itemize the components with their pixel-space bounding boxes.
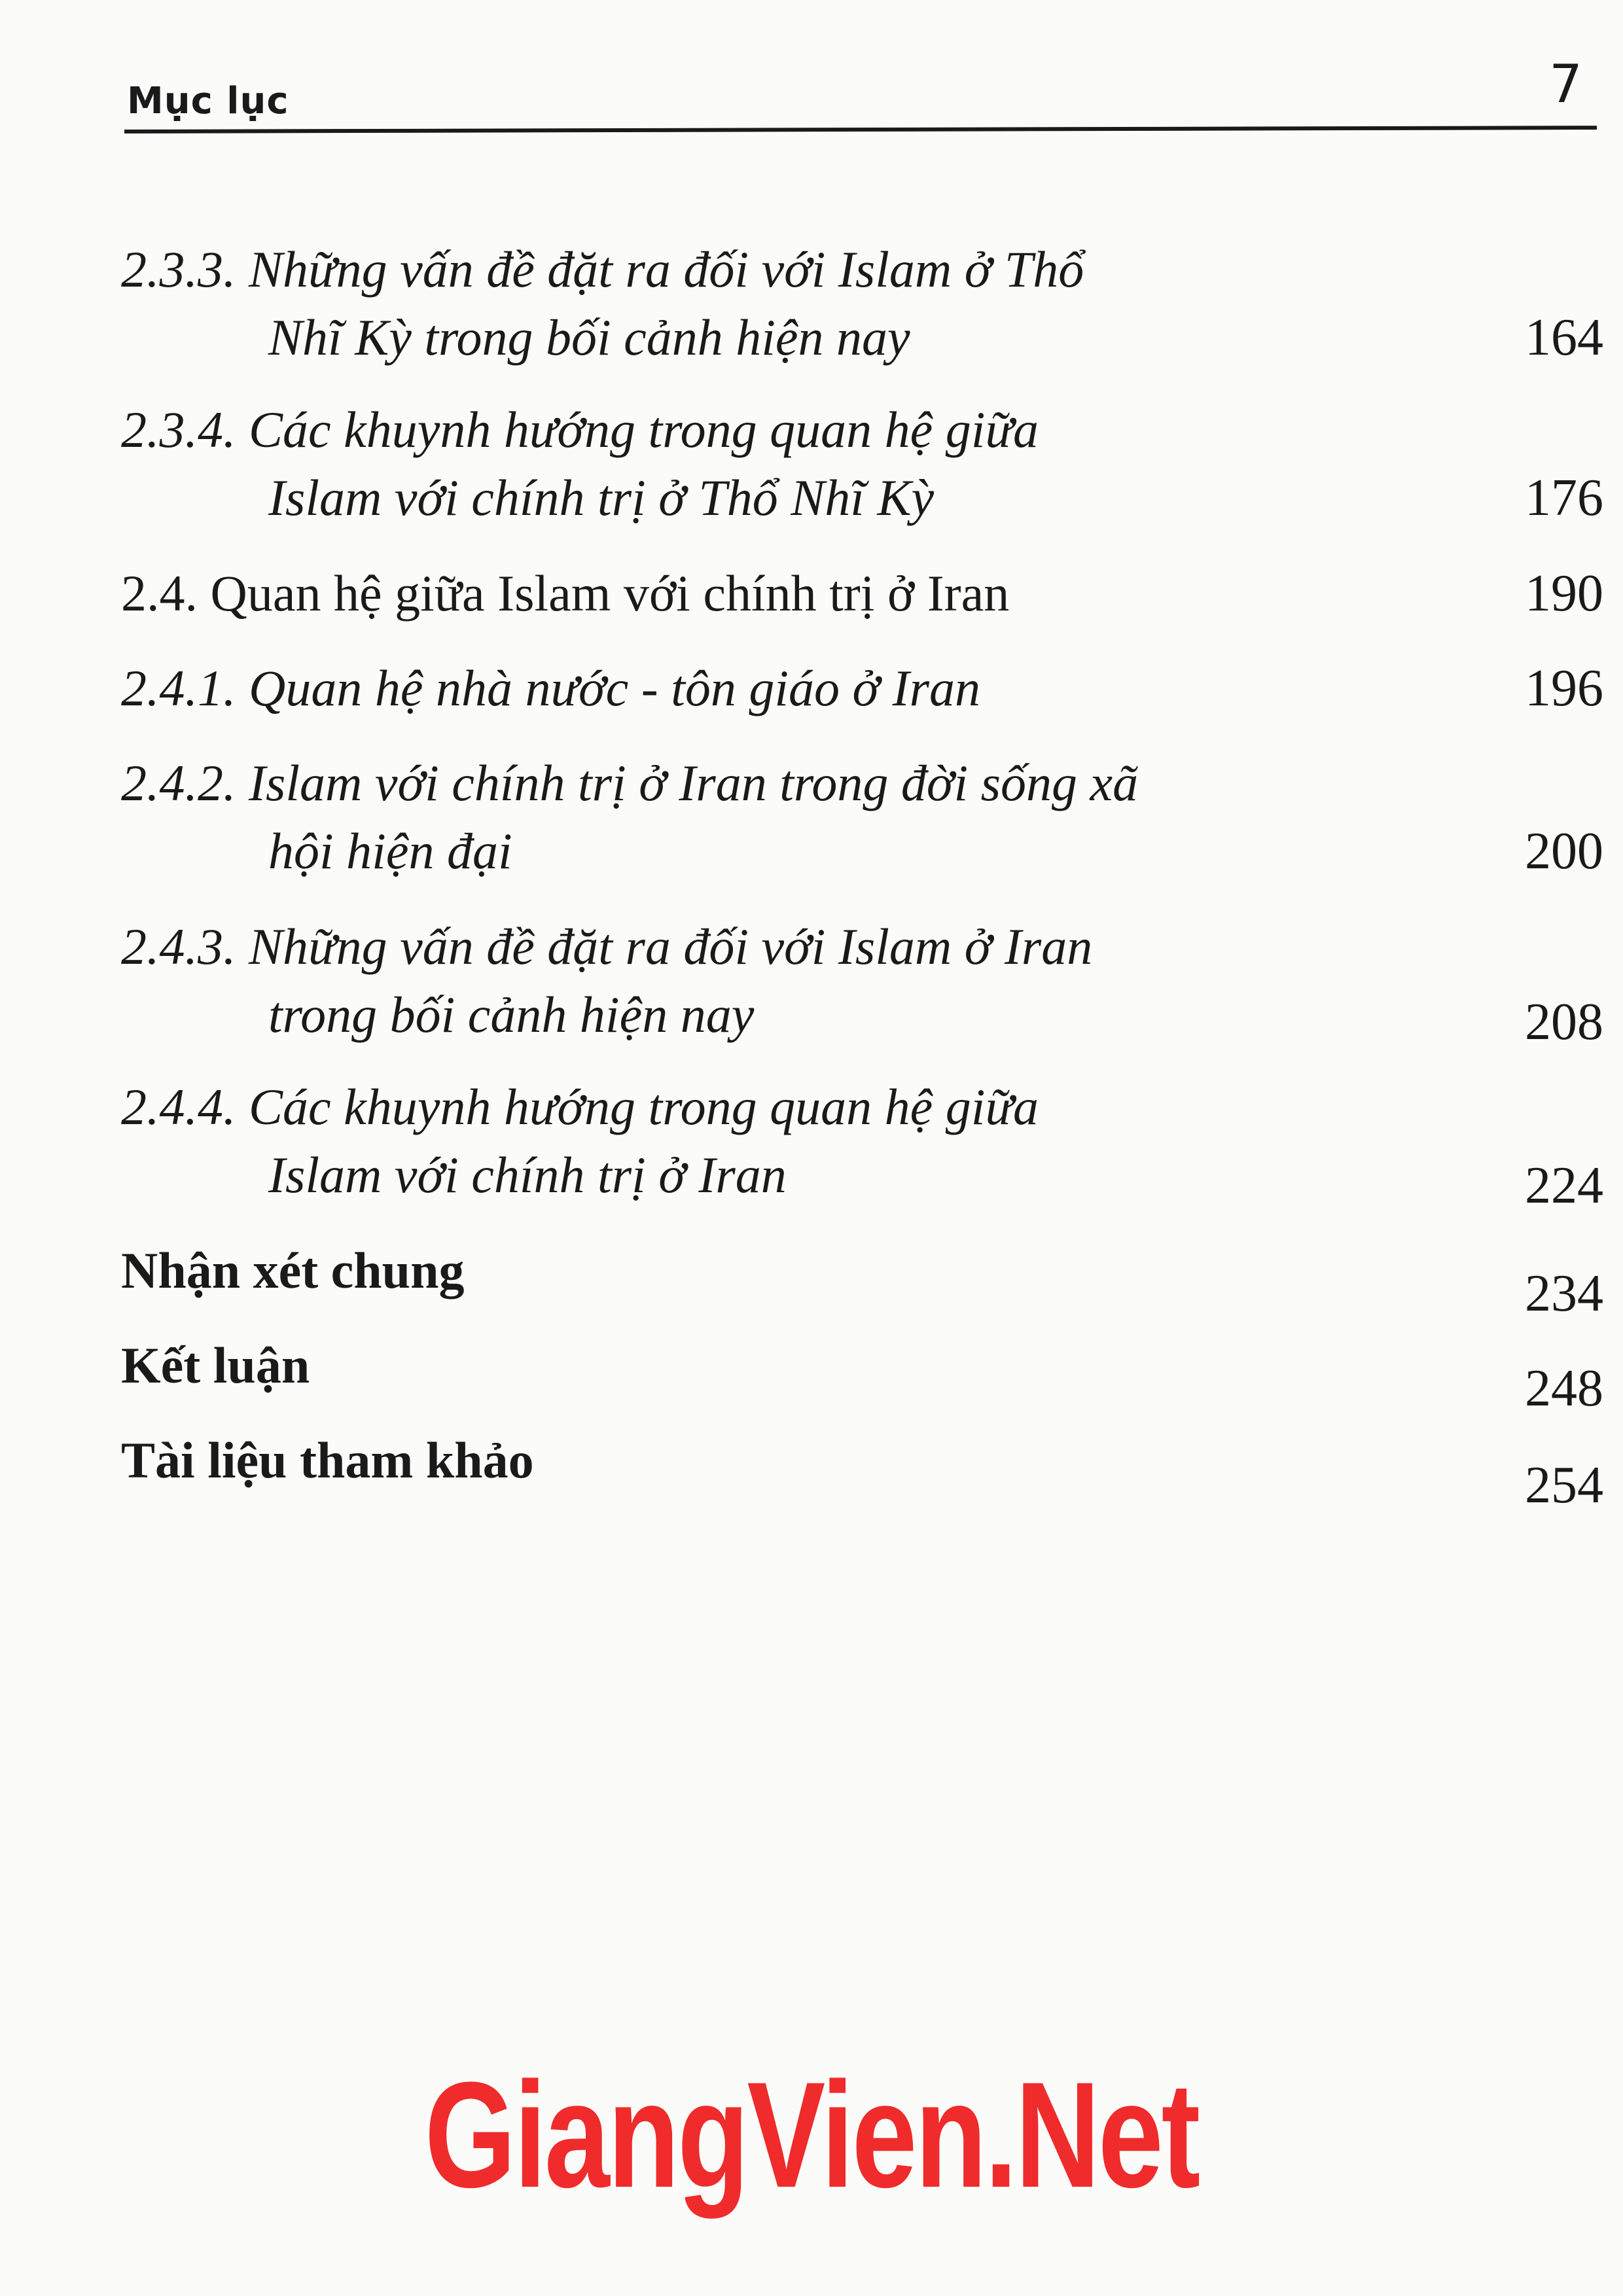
toc-entry-label bbox=[121, 913, 1319, 1049]
toc-entry-number: 2.4.2. bbox=[121, 754, 236, 811]
toc-entry-title-line2: hội hiện đại bbox=[268, 822, 512, 879]
toc-entry-number: 2.4.3. bbox=[121, 918, 236, 975]
toc-entry-title-line2: Islam với chính trị ở Iran bbox=[268, 1146, 787, 1203]
toc-entry-label bbox=[121, 396, 1319, 532]
running-title: Mục lục bbox=[127, 80, 289, 122]
toc-entry-title-line1: Các khuynh hướng trong quan hệ giữa bbox=[249, 1078, 1039, 1135]
toc-entry-title: 2.4. Quan hệ giữa Islam với chính trị ở Iran bbox=[121, 565, 1010, 622]
toc-entry-page: 224 bbox=[1525, 1157, 1603, 1214]
toc-entry-page: 254 bbox=[1525, 1457, 1603, 1514]
watermark-logo: GiangVien.Net bbox=[424, 2051, 1199, 2219]
page-number: 7 bbox=[1549, 54, 1582, 115]
toc-entry-label bbox=[121, 749, 1319, 885]
toc-entry-title-line2: Nhĩ Kỳ trong bối cảnh hiện nay bbox=[268, 309, 910, 366]
toc-entry-title-line1: Các khuynh hướng trong quan hệ giữa bbox=[249, 401, 1039, 458]
toc-entry-page: 208 bbox=[1525, 993, 1603, 1051]
toc-entry-title-line1: Quan hệ nhà nước - tôn giáo ở Iran bbox=[249, 660, 981, 716]
toc-entry-label bbox=[121, 654, 1319, 722]
toc-entry-title: Kết luận bbox=[121, 1337, 310, 1394]
toc-entry-label bbox=[121, 236, 1319, 372]
toc-entry-page: 164 bbox=[1525, 309, 1603, 366]
toc-entry-title-line1: Islam với chính trị ở Iran trong đời sống xã bbox=[249, 754, 1139, 811]
page-header bbox=[124, 52, 1597, 144]
toc-entry-title-line2: Islam với chính trị ở Thổ Nhĩ Kỳ bbox=[268, 469, 935, 526]
toc-entry-number: 2.4.4. bbox=[121, 1078, 236, 1135]
toc-entry-title-line1: Những vấn đề đặt ra đối với Islam ở Iran bbox=[249, 918, 1093, 975]
toc-entry-title-line1: Những vấn đề đặt ra đối với Islam ở Thổ bbox=[249, 241, 1084, 298]
toc-entry-label bbox=[121, 1073, 1319, 1209]
toc-entry-page: 234 bbox=[1525, 1265, 1603, 1322]
header-rule bbox=[124, 126, 1597, 133]
toc-entry-number: 2.4.1. bbox=[121, 660, 236, 716]
toc-entry-title-line2: trong bối cảnh hiện nay bbox=[268, 986, 755, 1043]
toc-entry-number: 2.3.3. bbox=[121, 241, 236, 298]
toc-entry-page: 196 bbox=[1525, 660, 1603, 717]
toc-entry-number: 2.3.4. bbox=[121, 401, 236, 458]
toc-entry-title: Tài liệu tham khảo bbox=[121, 1432, 534, 1489]
toc-entry-page: 248 bbox=[1525, 1360, 1603, 1417]
toc-entry-page: 200 bbox=[1525, 822, 1603, 880]
toc-entry-title: Nhận xét chung bbox=[121, 1242, 465, 1299]
toc-entry-page: 190 bbox=[1525, 565, 1603, 622]
toc-entry-page: 176 bbox=[1525, 469, 1603, 527]
